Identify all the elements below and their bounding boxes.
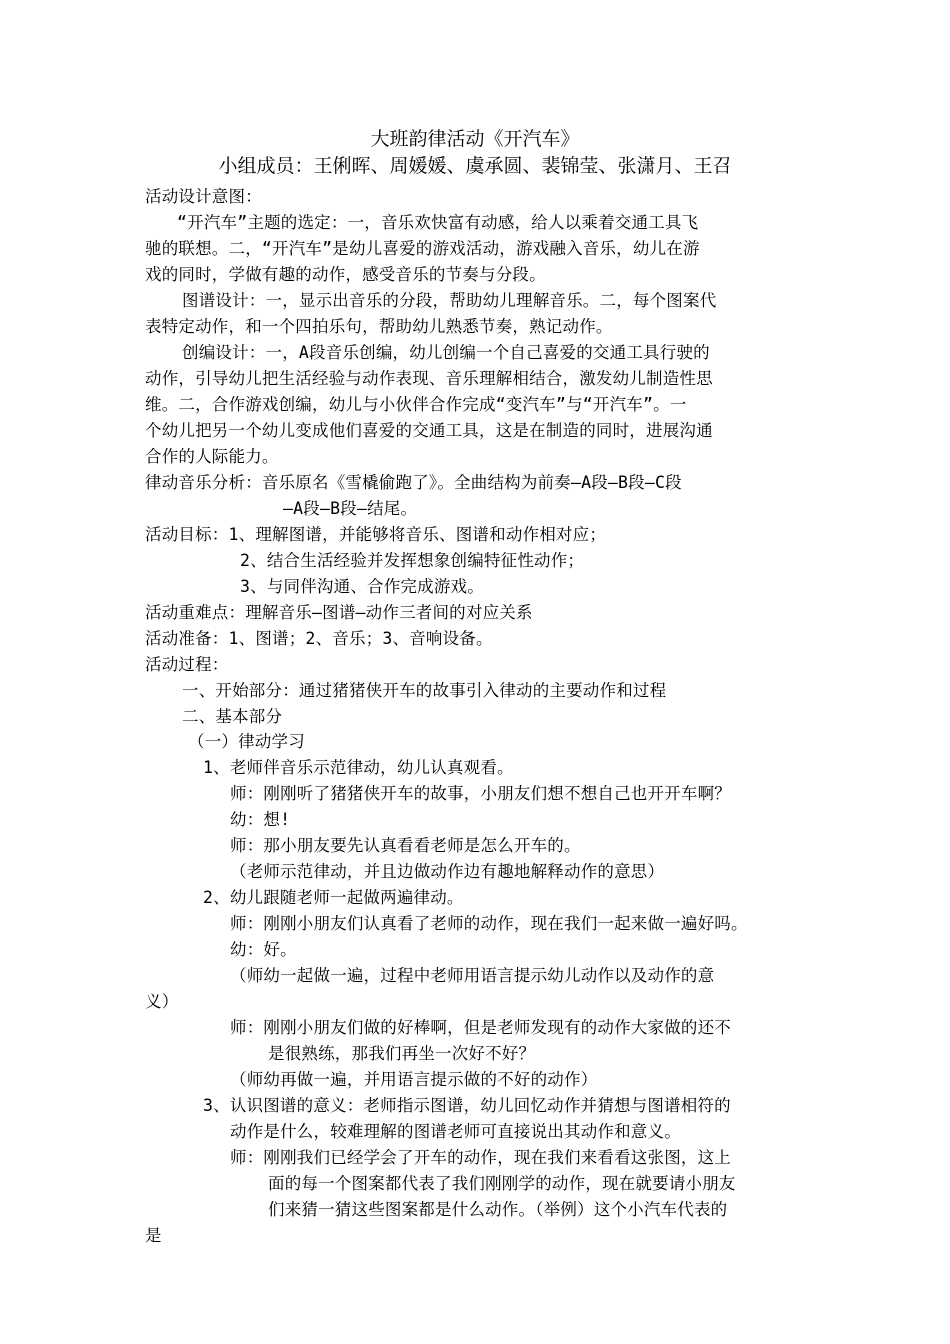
body-line: 驰的联想。二，“开汽车”是幼儿喜爱的游戏活动，游戏融入音乐，幼儿在游 xyxy=(145,239,700,258)
body-line: 合作的人际能力。 xyxy=(145,447,279,466)
body-line: 二、基本部分 xyxy=(182,707,283,726)
body-line: 幼：好。 xyxy=(230,940,297,959)
body-line: 活动目标：1、理解图谱，并能够将音乐、图谱和动作相对应； xyxy=(145,525,607,544)
body-line: 2、幼儿跟随老师一起做两遍律动。 xyxy=(203,888,464,907)
body-line: 一、开始部分：通过猪猪侠开车的故事引入律动的主要动作和过程 xyxy=(182,681,667,700)
body-line: 2、结合生活经验并发挥想象创编特征性动作； xyxy=(240,551,585,570)
body-line: —A段—B段—结尾。 xyxy=(283,499,418,518)
body-line: 表特定动作，和一个四拍乐句，帮助幼儿熟悉节奏，熟记动作。 xyxy=(145,317,613,336)
body-line: 活动准备：1、图谱；2、音乐；3、音响设备。 xyxy=(145,629,493,648)
body-line: 3、与同伴沟通、合作完成游戏。 xyxy=(240,577,484,596)
body-line: 是很熟练，那我们再坐一次好不好？ xyxy=(268,1044,536,1063)
body-line: （一）律动学习 xyxy=(188,732,305,751)
body-line: （师幼再做一遍，并用语言提示做的不好的动作） xyxy=(230,1070,598,1089)
body-line: 们来猜一猜这些图案都是什么动作。（举例）这个小汽车代表的 xyxy=(268,1200,728,1219)
body-line: 师：刚刚听了猪猪侠开车的故事，小朋友们想不想自己也开开车啊？ xyxy=(230,784,731,803)
body-line: 是 xyxy=(145,1226,162,1245)
body-line: 戏的同时，学做有趣的动作，感受音乐的节奏与分段。 xyxy=(145,265,546,284)
body-line: 活动设计意图： xyxy=(145,187,262,206)
body-line: 活动过程： xyxy=(145,655,229,674)
body-line: 3、认识图谱的意义：老师指示图谱，幼儿回忆动作并猜想与图谱相符的 xyxy=(203,1096,731,1115)
body-line: 师：刚刚我们已经学会了开车的动作，现在我们来看看这张图，这上 xyxy=(230,1148,731,1167)
body-line: （老师示范律动，并且边做动作边有趣地解释动作的意思） xyxy=(230,862,665,881)
body-line: （师幼一起做一遍，过程中老师用语言提示幼儿动作以及动作的意 xyxy=(230,966,715,985)
body-line: 律动音乐分析：音乐原名《雪橇偷跑了》。全曲结构为前奏—A段—B段—C段 xyxy=(145,473,682,492)
body-line: 图谱设计：一，显示出音乐的分段，帮助幼儿理解音乐。二，每个图案代 xyxy=(182,291,717,310)
group-members: 小组成员：王俐晖、周媛媛、虞承圆、裴锦莹、张潇月、王召 xyxy=(218,155,732,177)
body-line: 幼：想! xyxy=(230,810,291,829)
body-line: 动作，引导幼儿把生活经验与动作表现、音乐理解相结合，激发幼儿制造性思 xyxy=(145,369,713,388)
body-line: “开汽车”主题的选定：一，音乐欢快富有动感，给人以乘着交通工具飞 xyxy=(177,213,699,232)
body-line: 义） xyxy=(145,992,179,1011)
body-line: 师：刚刚小朋友们认真看了老师的动作，现在我们一起来做一遍好吗。 xyxy=(230,914,748,933)
document-title: 大班韵律活动《开汽车》 xyxy=(370,128,580,150)
body-line: 1、老师伴音乐示范律动，幼儿认真观看。 xyxy=(203,758,514,777)
body-line: 创编设计：一，A段音乐创编，幼儿创编一个自己喜爱的交通工具行驶的 xyxy=(182,343,710,362)
body-line: 动作是什么，较难理解的图谱老师可直接说出其动作和意义。 xyxy=(230,1122,681,1141)
body-line: 个幼儿把另一个幼儿变成他们喜爱的交通工具，这是在制造的同时，进展沟通 xyxy=(145,421,713,440)
body-line: 活动重难点：理解音乐—图谱—动作三者间的对应关系 xyxy=(145,603,533,622)
body-line: 师：刚刚小朋友们做的好棒啊，但是老师发现有的动作大家做的还不 xyxy=(230,1018,731,1037)
body-line: 面的每一个图案都代表了我们刚刚学的动作，现在就要请小朋友 xyxy=(268,1174,736,1193)
body-line: 维。二，合作游戏创编，幼儿与小伙伴合作完成“变汽车”与“开汽车”。一 xyxy=(145,395,687,414)
body-line: 师：那小朋友要先认真看看老师是怎么开车的。 xyxy=(230,836,581,855)
